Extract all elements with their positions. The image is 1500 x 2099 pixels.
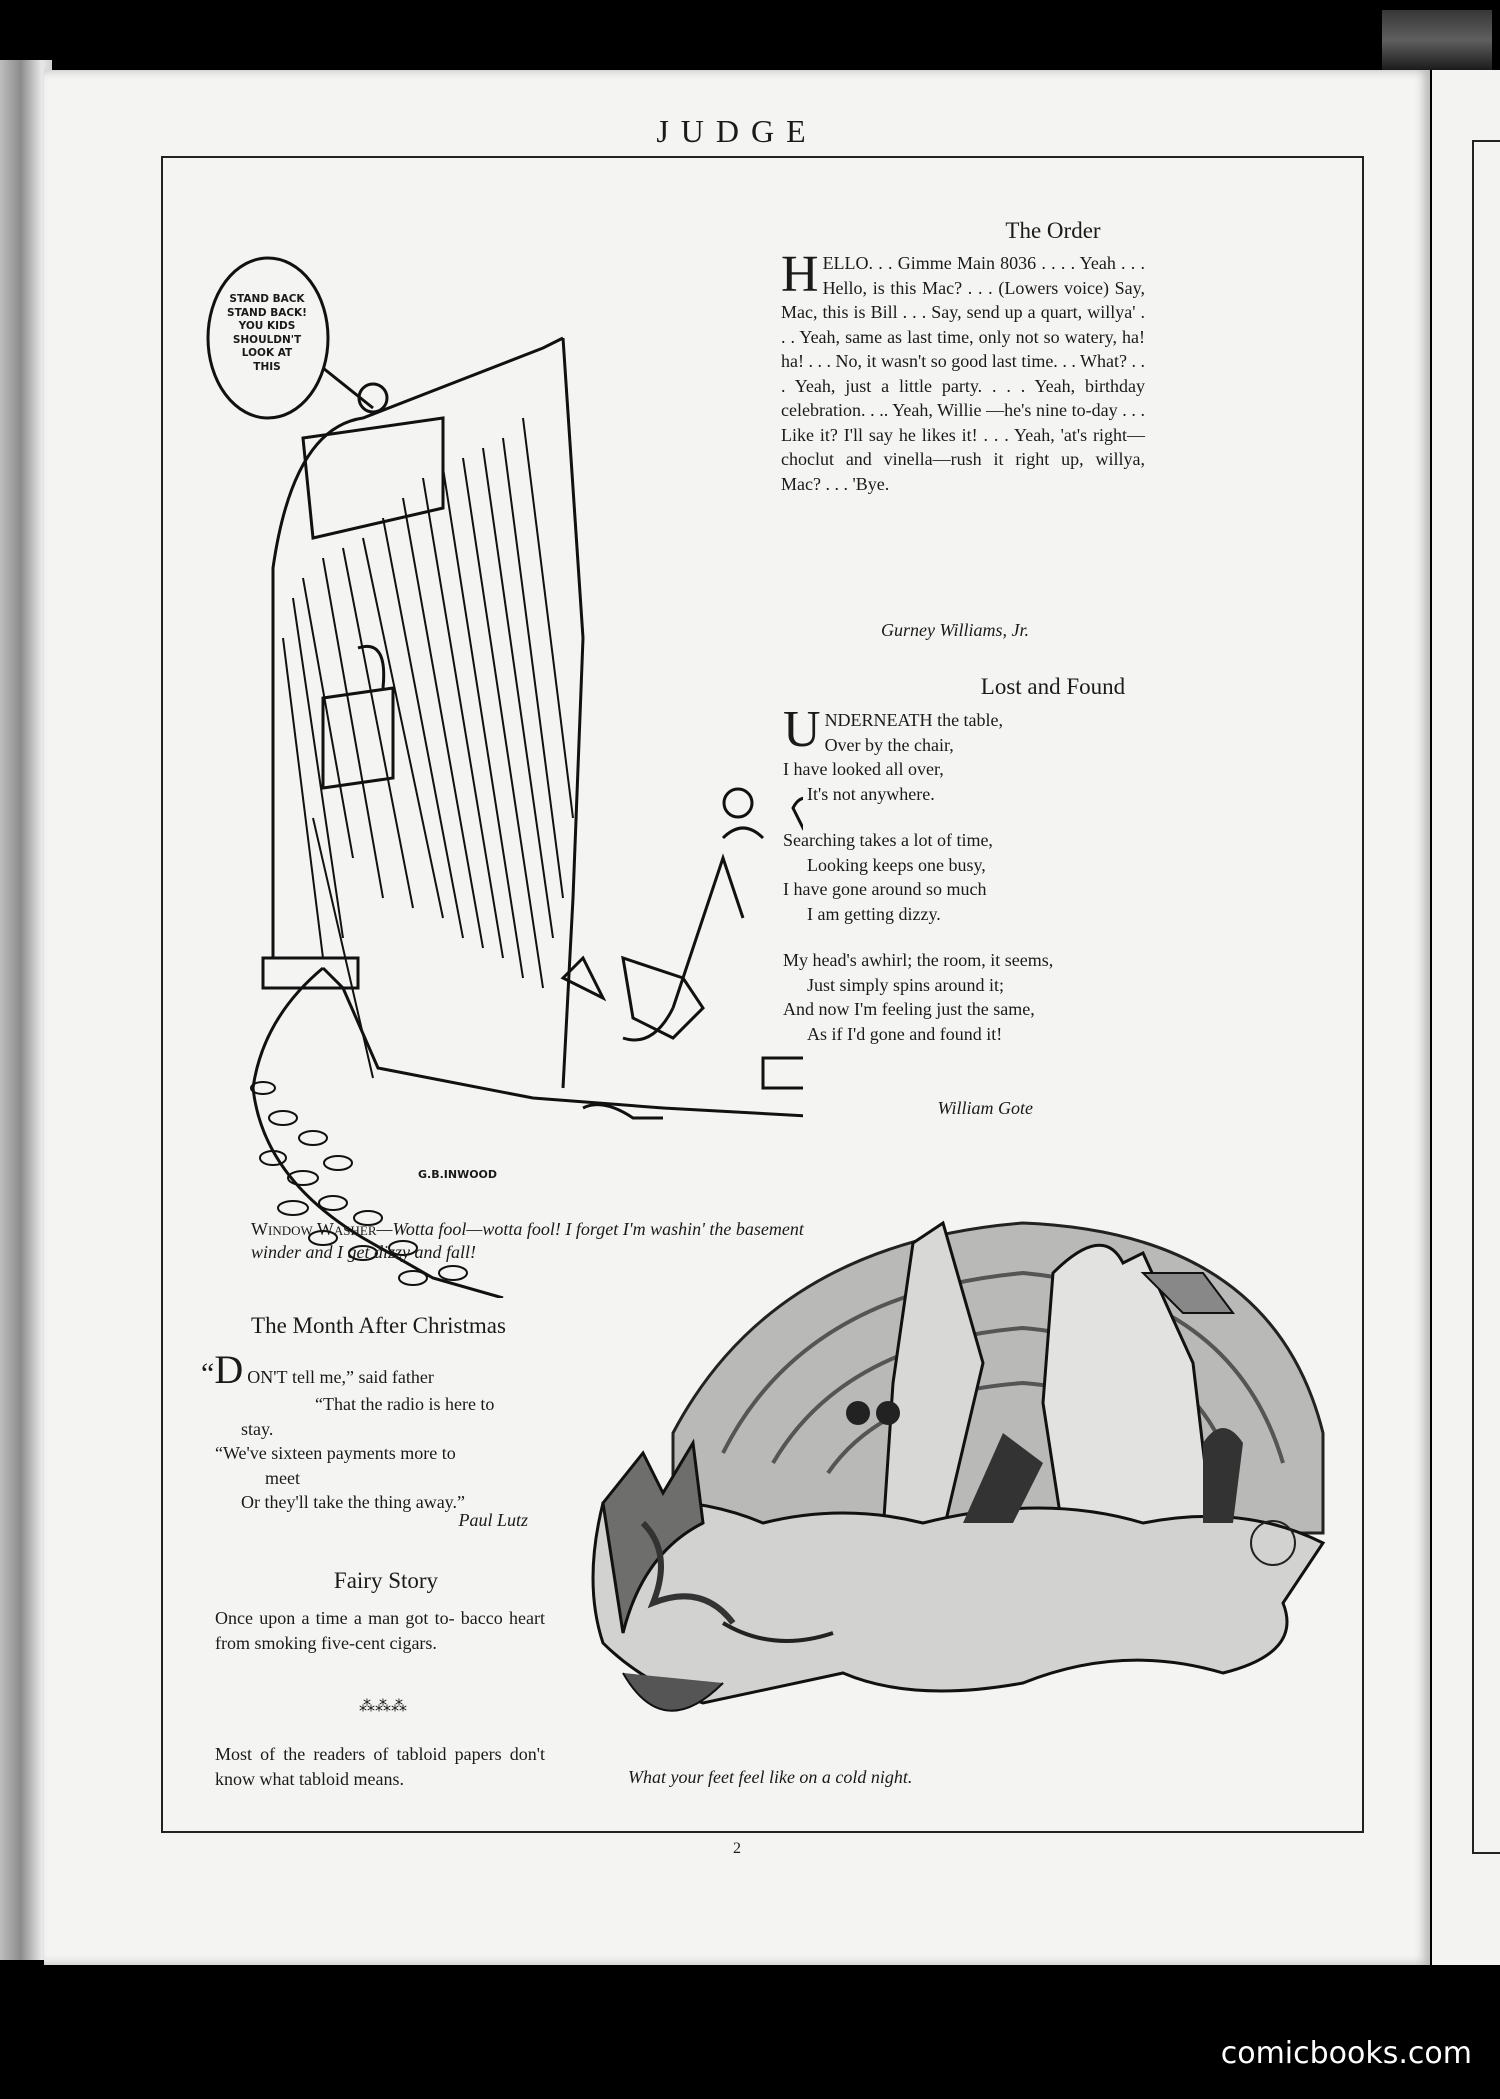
lost-line: Looking keeps one busy, [807, 854, 986, 875]
lost-line: Over by the chair, [824, 734, 954, 755]
fairy-para2: Most of the readers of tabloid papers don't know what tabloid means. [215, 1744, 545, 1789]
month-line [201, 1348, 551, 1392]
lost-line: And now I'm feeling just the same, [783, 999, 1035, 1019]
balloon-line: THIS [253, 360, 281, 373]
watermark: comicbooks.com [1220, 2036, 1472, 2071]
content-frame [161, 156, 1364, 1833]
month-smallcaps: ON'T [247, 1367, 288, 1387]
month-dropcap: D [214, 1347, 244, 1392]
month-line: “That the radio is here to [315, 1394, 495, 1414]
next-page-edge [1432, 70, 1500, 1965]
lost-smallcaps: NDERNEATH [824, 710, 933, 730]
balloon-line: STAND BACK [229, 293, 305, 305]
next-page-frame [1472, 140, 1500, 1854]
lost-verse [783, 701, 1163, 1046]
lost-author: William Gote [937, 1098, 1033, 1118]
ornament: ⁂⁂⁂ [359, 1698, 407, 1715]
cartoonist-signature: G.B.INWOOD [418, 1168, 498, 1181]
lost-line: I have looked all over, [783, 759, 944, 779]
magazine-page [44, 70, 1430, 1965]
window-washer-cartoon [203, 218, 803, 1298]
balloon-line: STAND BACK! [227, 306, 307, 319]
lost-line1-rest: the table, [932, 710, 1004, 730]
caption-label: Window Washer [251, 1219, 377, 1239]
lost-line: Just simply spins around it; [807, 974, 1005, 995]
lost-line: I have gone around so much [783, 879, 987, 899]
balloon-line: YOU KIDS [238, 320, 296, 332]
month-title: The Month After Christmas [251, 1313, 506, 1338]
balloon-line: SHOULDN'T [232, 333, 302, 346]
caption-text: —Wotta fool—wotta fool! I forget I'm washin' the basement winder and I get dizzy and fall! [251, 1219, 804, 1262]
cartoon2-caption: What your feet feel like on a cold night. [628, 1767, 913, 1787]
lost-line: It's not anywhere. [807, 783, 935, 804]
lost-line: As if I'd gone and found it! [807, 1023, 1003, 1044]
order-dropcap: H [781, 246, 819, 303]
month-line: “We've sixteen payments more to [215, 1443, 456, 1463]
lost-dropcap: U [783, 701, 821, 758]
cold-feet-cartoon [583, 1203, 1363, 1763]
lost-line: My head's awhirl; the room, it seems, [783, 950, 1054, 970]
month-line1-rest: tell me,” said father [287, 1367, 434, 1387]
lost-title: Lost and Found [980, 674, 1126, 699]
order-author: Gurney Williams, Jr. [881, 620, 1029, 640]
order-text: . . . Gimme Main 8036 . . . . Yeah . . . Hello, is this Mac? . . . (Lowers voice) Say, Mac, this is Bill . . . Say, send up a quart, willya' . . . Yeah, same as last time, only not so watery, ha! ha! . . . No, it wasn't so good last time. . . What? . . . Yeah, just a little party. . . . Yeah, birthday celebration. . .. Yeah, Willie —he's nine to-day . . . Like it? I'll say he likes it! . . . Yeah, 'at's right— choclut and vinella—rush it right up, willya, Mac? . . . 'Bye. [781, 253, 1145, 494]
month-author: Paul Lutz [458, 1510, 528, 1530]
order-smallcaps: ELLO [822, 253, 869, 273]
month-line: Or they'll take the thing away.” [241, 1492, 465, 1512]
lost-line: I am getting dizzy. [807, 903, 941, 924]
month-line: stay. [241, 1418, 274, 1439]
month-open-quote: “ [201, 1357, 215, 1390]
speech-balloon [212, 293, 322, 374]
order-title: The Order [1005, 218, 1101, 243]
month-verse [201, 1348, 551, 1515]
masthead: JUDGE [656, 113, 818, 149]
order-body [781, 246, 1145, 496]
balloon-line: LOOK AT [241, 347, 293, 359]
scan-edge-scrap [1382, 10, 1492, 70]
fairy-title: Fairy Story [333, 1568, 439, 1593]
month-line: meet [265, 1467, 300, 1488]
fairy-para1: Once upon a time a man got to- bacco heart from smoking five-cent cigars. [215, 1608, 545, 1653]
lost-line: Searching takes a lot of time, [783, 830, 993, 850]
page-number: 2 [733, 1840, 741, 1857]
